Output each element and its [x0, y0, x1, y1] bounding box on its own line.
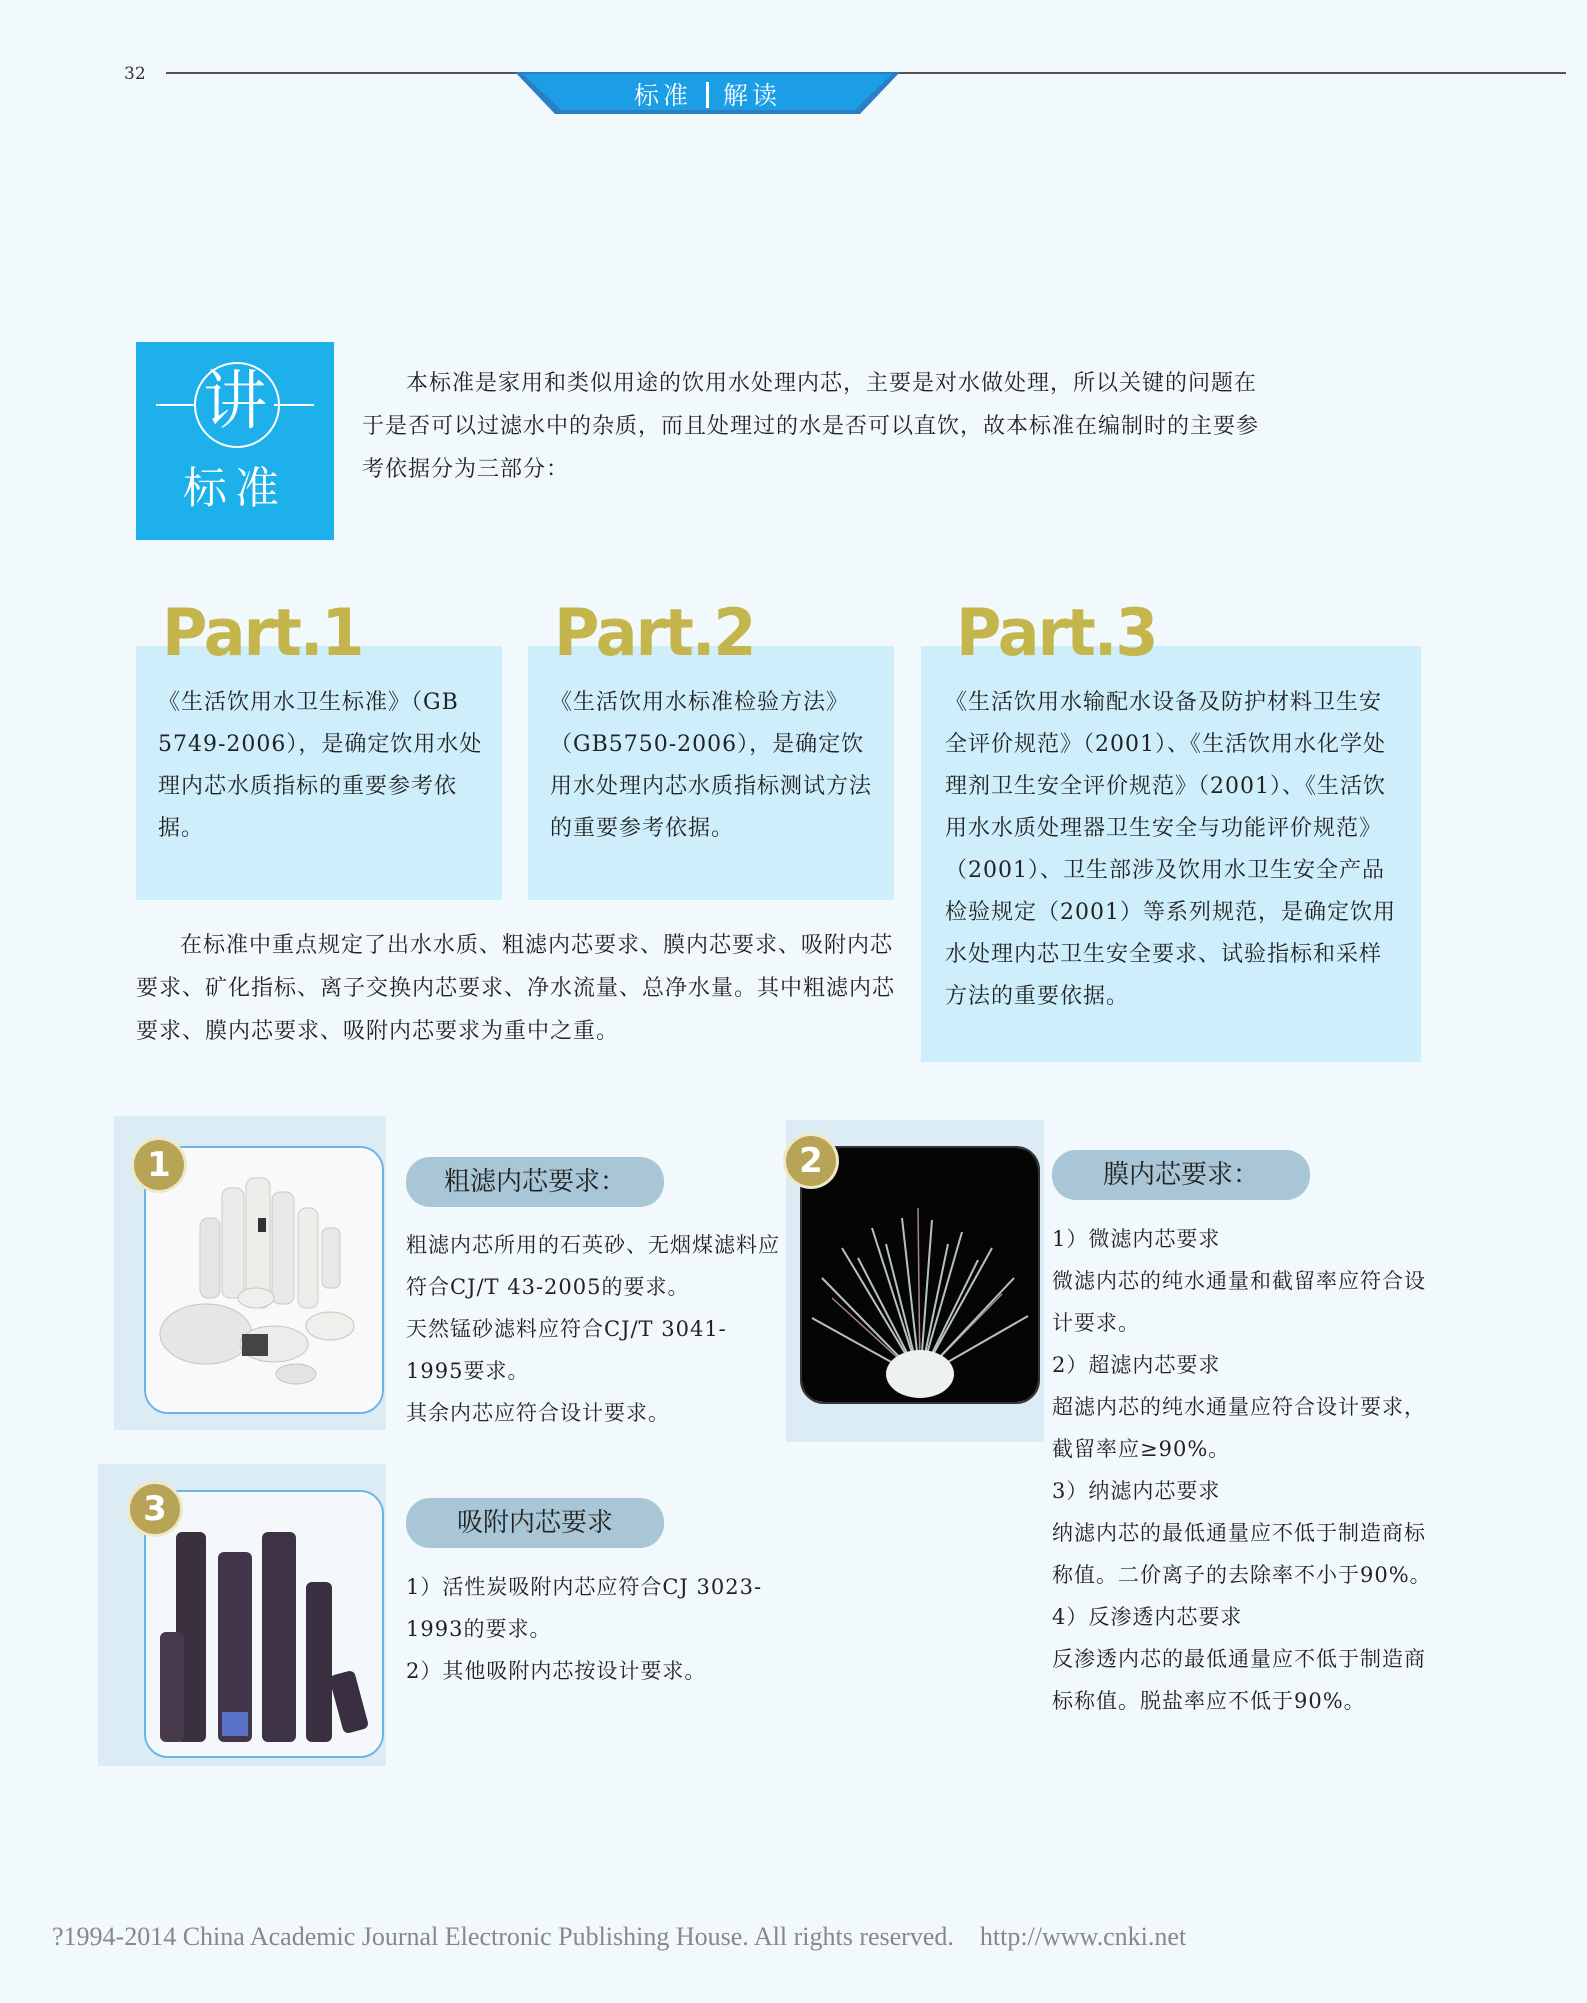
coarse-filter-photo [144, 1146, 384, 1414]
membrane-line: 超滤内芯的纯水通量应符合设计要求，截留率应≥90%。 [1052, 1395, 1426, 1461]
adsorption-line: 1）活性炭吸附内芯应符合CJ 3023-1993的要求。 [406, 1575, 763, 1641]
footer [52, 1922, 1186, 1952]
section-2-number-badge: 2 [786, 1136, 836, 1186]
emphasis-paragraph: 在标准中重点规定了出水水质、粗滤内芯要求、膜内芯要求、吸附内芯要求、矿化指标、离子交换内芯要求、净水流量、总净水量。其中粗滤内芯要求、膜内芯要求、吸附内芯要求为重中之重。 [136, 933, 896, 1044]
title-badge [136, 342, 334, 540]
part-2-title: Part.2 [554, 594, 755, 671]
footer-copyright: ?1994-2014 China Academic Journal Electronic Publishing House. All rights reserved. [52, 1922, 954, 1951]
membrane-line: 1）微滤内芯要求 [1052, 1227, 1221, 1251]
membrane-line: 反渗透内芯的最低通量应不低于制造商标称值。脱盐率应不低于90%。 [1052, 1647, 1426, 1713]
membrane-photo [800, 1146, 1040, 1404]
part-1-text: 《生活饮用水卫生标准》（GB 5749-2006），是确定饮用水处理内芯水质指标的重要参考依据。 [158, 690, 483, 841]
banner-separator [706, 82, 709, 108]
badge-small-text: 标准 [183, 463, 287, 514]
coarse-filter-title: 粗滤内芯要求： [406, 1157, 664, 1207]
intro-paragraph: 本标准是家用和类似用途的饮用水处理内芯，主要是对水做处理，所以关键的问题在于是否可以过滤水中的杂质，而且处理过的水是否可以直饮，故本标准在编制时的主要参考依据分为三部分： [362, 371, 1260, 482]
section-banner [515, 72, 900, 114]
badge-big-char: 讲 [203, 365, 267, 439]
part-2-text: 《生活饮用水标准检验方法》（GB5750-2006），是确定饮用水处理内芯水质指标测试方法的重要参考依据。 [550, 690, 873, 841]
coarse-line: 天然锰砂滤料应符合CJ/T 3041-1995要求。 [406, 1317, 727, 1383]
membrane-text [1052, 1218, 1444, 1722]
part-1-title: Part.1 [162, 594, 363, 671]
membrane-title: 膜内芯要求： [1052, 1150, 1310, 1200]
banner-text [515, 76, 900, 112]
membrane-illustration [802, 1148, 1038, 1402]
adsorption-title: 吸附内芯要求 [406, 1498, 664, 1548]
banner-label-right: 解读 [723, 81, 782, 110]
membrane-line: 微滤内芯的纯水通量和截留率应符合设计要求。 [1052, 1269, 1426, 1335]
adsorption-text [406, 1566, 778, 1692]
part-3-text: 《生活饮用水输配水设备及防护材料卫生安全评价规范》（2001）、《生活饮用水化学处理剂卫生安全评价规范》（2001）、《生活饮用水水质处理器卫生安全与功能评价规范》（2001）、卫生部涉及饮用水卫生安全产品检验规定（2001）等系列规范，是确定饮用水处理内芯卫生安全要求、试验指标和采样方法的重要依据。 [945, 690, 1396, 1009]
adsorption-line: 2）其他吸附内芯按设计要求。 [406, 1659, 707, 1683]
banner-label-left: 标准 [633, 81, 692, 110]
adsorption-illustration [146, 1492, 382, 1756]
membrane-line: 3）纳滤内芯要求 [1052, 1479, 1221, 1503]
coarse-filter-illustration [146, 1148, 382, 1412]
membrane-line: 4）反渗透内芯要求 [1052, 1605, 1243, 1629]
membrane-line: 纳滤内芯的最低通量应不低于制造商标称值。二价离子的去除率不小于90%。 [1052, 1521, 1432, 1587]
page-number: 32 [124, 64, 146, 84]
part-3-title: Part.3 [956, 594, 1157, 671]
coarse-line: 粗滤内芯所用的石英砂、无烟煤滤料应符合CJ/T 43-2005的要求。 [406, 1233, 780, 1299]
adsorption-photo [144, 1490, 384, 1758]
section-3-number-badge: 3 [130, 1484, 180, 1534]
coarse-line: 其余内芯应符合设计要求。 [406, 1401, 670, 1425]
membrane-line: 2）超滤内芯要求 [1052, 1353, 1221, 1377]
coarse-filter-text [406, 1224, 782, 1434]
footer-url[interactable]: http://www.cnki.net [979, 1922, 1187, 1951]
section-1-number-badge: 1 [134, 1140, 184, 1190]
